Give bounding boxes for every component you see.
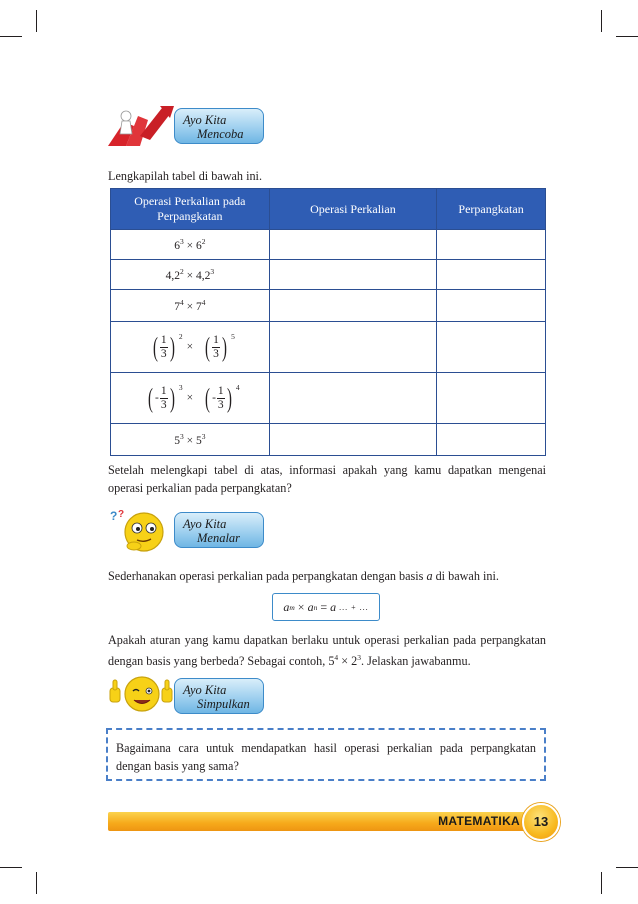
- conclusion-text: Bagaimana cara untuk mendapatkan hasil operasi perkalian pada perpangkatan dengan basis yang sama?: [116, 741, 536, 773]
- table-row: [111, 373, 546, 424]
- table-row: [111, 260, 546, 290]
- table-row: [111, 230, 546, 260]
- pill-line1: Ayo Kita: [183, 113, 227, 127]
- conclusion-box: [106, 728, 546, 781]
- answer-cell[interactable]: [269, 373, 436, 424]
- pill-line2: Mencoba: [197, 127, 244, 141]
- answer-cell[interactable]: [437, 230, 546, 260]
- expression-cell: ( $\frac{1}{3}$ ) 2 × ( $\frac{1}{3}$ ) 5: [111, 322, 270, 373]
- answer-cell[interactable]: [269, 322, 436, 373]
- answer-cell[interactable]: [269, 424, 436, 456]
- table-row: [111, 322, 546, 373]
- crop-mark: [36, 872, 37, 894]
- footer-subject: MATEMATIKA: [438, 814, 520, 828]
- thinking-face-icon: [104, 508, 176, 552]
- header-operasi-perkalian: Operasi Perkalian: [269, 189, 436, 230]
- thumbs-up-face-icon: [104, 674, 176, 718]
- header-perpangkatan: Perpangkatan: [437, 189, 546, 230]
- expression-cell: $4,2^2 \times 4,2^3$: [111, 260, 270, 290]
- pill-line1: Ayo Kita: [183, 517, 227, 531]
- crop-mark: [0, 867, 22, 868]
- label-pill: [174, 108, 264, 144]
- answer-cell[interactable]: [269, 290, 436, 322]
- answer-cell[interactable]: [437, 260, 546, 290]
- formula-box: a m × a n = a ... + ...: [272, 593, 380, 621]
- crop-mark: [601, 10, 602, 32]
- pill-line2: Simpulkan: [197, 697, 250, 711]
- label-pill: [174, 678, 264, 714]
- crop-mark: [616, 867, 638, 868]
- exercise-table: [110, 188, 546, 456]
- running-figure-icon: [104, 104, 176, 148]
- crop-mark: [601, 872, 602, 894]
- expression-cell: $6^3 \times 6^2$: [111, 230, 270, 260]
- expression-cell: $5^3 \times 5^3$: [111, 424, 270, 456]
- label-pill: [174, 512, 264, 548]
- crop-mark: [616, 36, 638, 37]
- page-number: 13: [522, 803, 560, 841]
- answer-cell[interactable]: [269, 260, 436, 290]
- expression-cell: ( - $\frac{1}{3}$ ) 3 × ( - $\frac{1}{3}$ ) 4: [111, 373, 270, 424]
- crop-mark: [36, 10, 37, 32]
- answer-cell[interactable]: [437, 373, 546, 424]
- table-row: [111, 290, 546, 322]
- question-text: Apakah aturan yang kamu dapatkan berlaku untuk operasi perkalian pada perpangkatan dengan basis yang berbeda? Sebagai contoh, $5^4 \times 2^3$. Jelaskan jawabanmu.: [108, 633, 546, 668]
- svg-text:?: ?: [118, 509, 125, 520]
- instruction-text: Lengkapilah tabel di bawah ini.: [108, 169, 262, 183]
- answer-cell[interactable]: [437, 322, 546, 373]
- header-operasi-perpangkatan: Operasi Perkalian pada Perpangkatan: [111, 189, 270, 230]
- pill-line2: Menalar: [197, 531, 241, 545]
- svg-text:?: ?: [110, 509, 118, 523]
- answer-cell[interactable]: [437, 424, 546, 456]
- table-header-row: [111, 189, 546, 230]
- answer-cell[interactable]: [269, 230, 436, 260]
- question-text: Setelah melengkapi tabel di atas, informasi apakah yang kamu dapatkan mengenai operasi perkalian pada perpangkatan?: [108, 463, 546, 495]
- pill-line1: Ayo Kita: [183, 683, 227, 697]
- menalar-instruction: Sederhanakan operasi perkalian pada perpangkatan dengan basis a di bawah ini.: [108, 569, 499, 583]
- answer-cell[interactable]: [437, 290, 546, 322]
- crop-mark: [0, 36, 22, 37]
- table-row: [111, 424, 546, 456]
- expression-cell: $7^4 \times 7^4$: [111, 290, 270, 322]
